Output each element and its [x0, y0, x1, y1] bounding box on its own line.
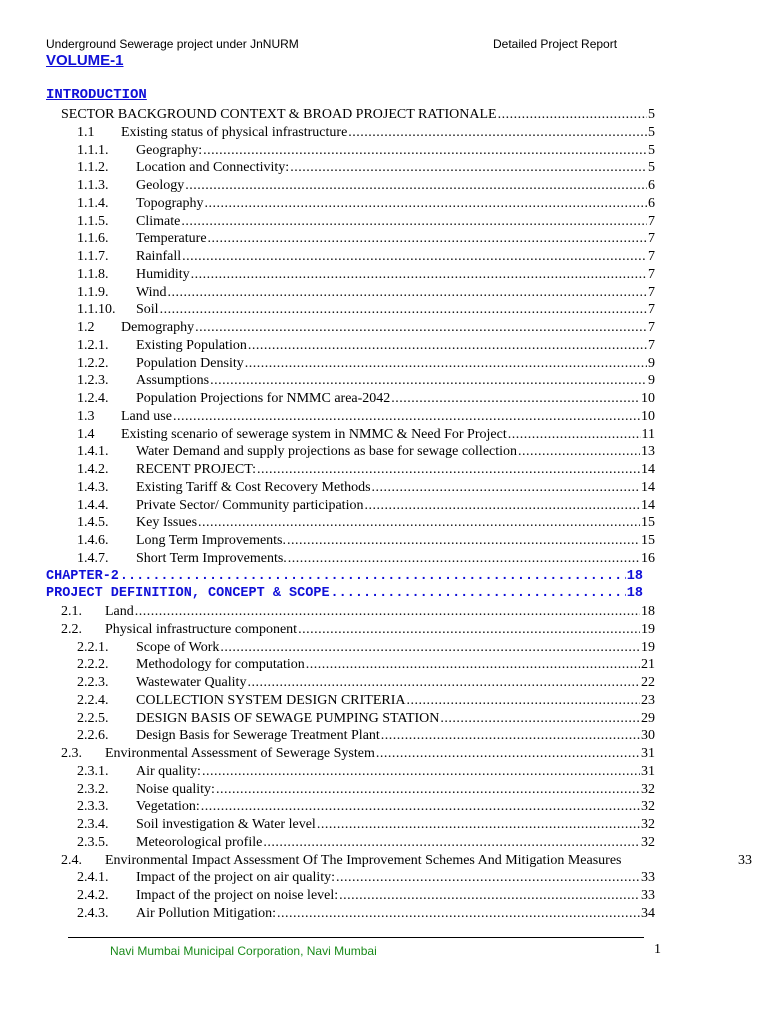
toc-entry[interactable]	[0, 550, 768, 568]
toc-entry[interactable]	[0, 710, 768, 728]
toc-entry-page: 7	[648, 266, 655, 282]
toc-entry-number: 1.1.7.	[77, 249, 109, 264]
toc-entry[interactable]	[0, 497, 768, 515]
toc-entry-page: 16	[641, 550, 655, 566]
toc-entry-page: 13	[641, 444, 655, 460]
toc-entry-page: 10	[641, 408, 655, 424]
toc-entry[interactable]	[0, 284, 768, 302]
toc-dot-leader	[257, 461, 640, 479]
toc-entry-title: CHAPTER-2	[46, 568, 119, 584]
toc-entry-number: 2.3.4.	[77, 817, 109, 832]
toc-entry[interactable]	[0, 905, 768, 923]
toc-entry[interactable]	[0, 568, 768, 586]
toc-entry-title: Wind	[136, 284, 167, 300]
toc-dot-leader	[182, 248, 647, 266]
toc-entry-number: 1.2.3.	[77, 373, 109, 389]
toc-entry-number: 1.2.1.	[77, 337, 109, 353]
toc-entry-title: Physical infrastructure component	[105, 621, 298, 637]
toc-entry-number: 2.4.1.	[77, 870, 109, 886]
header-project-title: Underground Sewerage project under JnNURM	[46, 37, 299, 51]
toc-entry-page: 6	[648, 195, 655, 211]
toc-entry-title: Meteorological profile	[136, 834, 263, 850]
toc-entry-page: 22	[641, 675, 655, 690]
toc-entry-page: 11	[641, 426, 655, 442]
toc-entry-number: 1.1.4.	[77, 195, 109, 211]
toc-entry-title: Temperature	[136, 231, 207, 247]
toc-entry[interactable]	[0, 177, 768, 195]
toc-entry-title: Geography:	[136, 142, 203, 158]
toc-entry-page: 21	[641, 657, 655, 673]
toc-entry[interactable]	[0, 124, 768, 142]
toc-dot-leader	[277, 905, 640, 923]
toc-entry-title: Existing scenario of sewerage system in NMMC & Need For Project	[121, 426, 507, 442]
introduction-link[interactable]: INTRODUCTION	[46, 87, 147, 103]
toc-entry-title: Short Term Improvements.	[136, 550, 287, 566]
toc-entry-number: 2.2.5.	[77, 710, 109, 726]
toc-dot-leader	[298, 621, 640, 639]
toc-entry[interactable]	[0, 106, 768, 124]
toc-dot-leader	[339, 887, 640, 905]
toc-entry-title: Wastewater Quality	[136, 675, 247, 690]
toc-entry-page: 15	[641, 515, 655, 531]
toc-dot-leader	[306, 656, 640, 674]
toc-dot-leader	[248, 337, 647, 355]
toc-dot-leader	[287, 532, 640, 550]
toc-dot-leader	[245, 355, 647, 373]
toc-entry[interactable]	[0, 656, 768, 674]
toc-entry-page: 18	[626, 586, 643, 602]
toc-entry-page: 23	[641, 692, 655, 708]
toc-entry-page: 5	[648, 124, 655, 140]
toc-entry-title: Design Basis for Sewerage Treatment Plant	[136, 728, 380, 744]
toc-entry-number: 1.4.4.	[77, 497, 109, 513]
toc-entry[interactable]	[0, 390, 768, 408]
toc-entry-page: 34	[641, 905, 655, 921]
toc-entry-number: 1.1.3.	[77, 178, 109, 193]
toc-dot-leader	[247, 674, 640, 692]
toc-entry-number: 2.4.3.	[77, 905, 109, 921]
toc-entry-number: 1.1.9.	[77, 284, 109, 300]
toc-dot-leader	[290, 159, 647, 177]
toc-entry-title: Demography	[121, 320, 195, 335]
toc-entry[interactable]	[0, 621, 768, 639]
toc-entry-number: 1.4.6.	[77, 533, 109, 548]
toc-entry-page: 7	[648, 284, 655, 300]
toc-entry-title: Long Term Improvements.	[136, 533, 287, 548]
toc-entry-number: 1.2	[77, 320, 95, 335]
toc-entry-title: RECENT PROJECT:	[136, 462, 257, 477]
toc-entry-number: 1.1.5.	[77, 213, 109, 229]
toc-entry-number: 1.4.7.	[77, 550, 109, 566]
toc-entry-number: 2.2.3.	[77, 675, 109, 690]
toc-entry[interactable]	[0, 355, 768, 373]
toc-entry-title: Environmental Impact Assessment Of The Improvement Schemes And Mitigation Measures	[105, 852, 622, 868]
toc-entry[interactable]	[0, 337, 768, 355]
toc-entry-title: COLLECTION SYSTEM DESIGN CRITERIA	[136, 692, 406, 708]
toc-entry[interactable]	[0, 266, 768, 284]
toc-entry-title: Land	[105, 604, 134, 619]
toc-dot-leader	[263, 834, 640, 852]
toc-entry-title: Private Sector/ Community participation	[136, 497, 364, 513]
toc-entry-page: 31	[641, 763, 655, 779]
toc-entry-number: 1.2.2.	[77, 355, 109, 371]
toc-entry[interactable]	[0, 301, 768, 319]
toc-entry[interactable]	[0, 639, 768, 657]
toc-dot-leader	[120, 568, 626, 586]
toc-entry-page: 5	[648, 160, 655, 176]
toc-entry[interactable]	[0, 195, 768, 213]
toc-entry[interactable]	[0, 816, 768, 834]
toc-entry-page: 10	[641, 391, 655, 406]
toc-entry-title: Soil	[136, 302, 159, 318]
toc-entry-title: Soil investigation & Water level	[136, 817, 316, 832]
toc-dot-leader	[203, 142, 647, 160]
page-number: 1	[654, 942, 661, 957]
toc-dot-leader	[202, 763, 640, 781]
toc-dot-leader	[508, 426, 641, 444]
volume-link[interactable]: VOLUME-1	[46, 52, 124, 69]
toc-entry-title: DESIGN BASIS OF SEWAGE PUMPING STATION	[136, 710, 440, 726]
toc-entry-page: 33	[738, 852, 752, 868]
toc-entry-title: Key Issues	[136, 515, 198, 531]
toc-dot-leader	[440, 710, 640, 728]
toc-entry-number: 2.2.4.	[77, 692, 109, 708]
toc-dot-leader	[391, 390, 640, 408]
toc-entry[interactable]	[0, 443, 768, 461]
toc-dot-leader	[336, 869, 640, 887]
toc-entry-page: 7	[648, 249, 655, 264]
toc-dot-leader	[372, 479, 640, 497]
toc-dot-leader	[208, 230, 647, 248]
toc-entry-number: 2.2.1.	[77, 639, 109, 655]
toc-entry[interactable]	[0, 763, 768, 781]
toc-entry-number: 1.4.2.	[77, 462, 109, 477]
toc-entry[interactable]	[0, 674, 768, 692]
toc-entry[interactable]	[0, 585, 768, 603]
toc-entry[interactable]	[0, 852, 768, 870]
toc-entry-title: Impact of the project on noise level:	[136, 888, 339, 903]
toc-entry[interactable]	[0, 248, 768, 266]
toc-entry[interactable]	[0, 426, 768, 444]
toc-entry-title: Impact of the project on air quality:	[136, 870, 336, 886]
toc-dot-leader	[407, 692, 641, 710]
toc-entry-title: Population Projections for NMMC area-2042	[136, 391, 391, 406]
toc-entry[interactable]	[0, 159, 768, 177]
toc-entry-number: 1.1	[77, 124, 95, 140]
toc-entry-title: Noise quality:	[136, 781, 215, 797]
toc-entry-page: 9	[648, 373, 655, 389]
toc-entry-page: 32	[641, 781, 655, 797]
header-report-type: Detailed Project Report	[493, 37, 618, 51]
toc-dot-leader	[518, 443, 640, 461]
toc-entry-title: Geology	[136, 178, 185, 193]
toc-entry-number: 1.4.3.	[77, 479, 109, 495]
toc-entry-title: Water Demand and supply projections as base for sewage collection	[136, 444, 518, 460]
toc-entry-page: 7	[648, 213, 655, 229]
footer-organization: Navi Mumbai Municipal Corporation, Navi Mumbai	[110, 944, 377, 958]
toc-entry-number: 1.3	[77, 408, 95, 424]
toc-entry-title: Existing Population	[136, 337, 247, 353]
toc-dot-leader	[288, 550, 640, 568]
toc-entry-number: 1.1.1.	[77, 142, 109, 158]
toc-dot-leader	[498, 106, 647, 124]
toc-entry-number: 2.3.5.	[77, 834, 109, 850]
toc-entry-number: 1.4.5.	[77, 515, 109, 531]
toc-entry-page: 14	[641, 497, 655, 513]
toc-entry[interactable]	[0, 727, 768, 745]
toc-entry-page: 19	[641, 639, 655, 655]
toc-entry[interactable]	[0, 781, 768, 799]
toc-entry-number: 1.4.1.	[77, 444, 109, 460]
toc-entry[interactable]	[0, 213, 768, 231]
toc-entry-page: 30	[641, 728, 655, 744]
toc-entry-number: 2.3.3.	[77, 799, 109, 815]
toc-entry-number: 2.1.	[61, 604, 82, 619]
toc-entry-number: 2.3.1.	[77, 763, 109, 779]
toc-entry[interactable]	[0, 461, 768, 479]
toc-entry-page: 18	[641, 604, 655, 619]
toc-dot-leader	[210, 372, 647, 390]
toc-entry-number: 2.3.	[61, 746, 82, 761]
toc-entry-title: Location and Connectivity:	[136, 160, 290, 176]
toc-entry-page: 7	[648, 320, 655, 335]
toc-entry-number: 1.2.4.	[77, 391, 109, 406]
toc-entry-title: Climate	[136, 213, 181, 229]
toc-dot-leader	[381, 727, 640, 745]
toc-entry-page: 19	[641, 621, 655, 637]
toc-entry-number: 2.2.	[61, 621, 82, 637]
toc-entry-title: Land use	[121, 408, 172, 424]
toc-dot-leader	[348, 124, 647, 142]
toc-entry[interactable]	[0, 479, 768, 497]
toc-entry-number: 2.2.2.	[77, 657, 109, 673]
toc-entry-page: 32	[641, 799, 655, 815]
toc-entry-title: Existing status of physical infrastructure	[121, 124, 348, 140]
toc-entry-page: 29	[641, 710, 655, 726]
toc-entry-title: Air quality:	[136, 763, 201, 779]
toc-entry[interactable]	[0, 798, 768, 816]
toc-entry-page: 31	[641, 746, 655, 761]
toc-entry[interactable]	[0, 230, 768, 248]
toc-entry-page: 14	[641, 462, 655, 477]
toc-entry-number: 1.1.2.	[77, 160, 109, 176]
toc-entry-title: Vegetation:	[136, 799, 200, 815]
toc-entry-title: PROJECT DEFINITION, CONCEPT & SCOPE	[46, 586, 330, 602]
table-of-contents	[0, 106, 768, 923]
toc-dot-leader	[364, 497, 640, 515]
toc-dot-leader	[160, 301, 647, 319]
toc-dot-leader	[198, 514, 640, 532]
toc-entry-page: 32	[641, 834, 655, 850]
toc-entry-page: 5	[648, 142, 655, 158]
toc-entry-page: 6	[648, 178, 655, 193]
toc-entry-number: 1.1.8.	[77, 266, 109, 282]
toc-dot-leader	[220, 639, 640, 657]
toc-dot-leader	[135, 603, 640, 621]
toc-entry-title: Humidity	[136, 266, 190, 282]
toc-entry-page: 7	[648, 302, 655, 318]
toc-entry-number: 1.1.10.	[77, 302, 116, 318]
toc-entry-page: 7	[648, 337, 655, 353]
toc-dot-leader	[317, 816, 640, 834]
toc-dot-leader	[181, 213, 647, 231]
toc-entry-title: Environmental Assessment of Sewerage System	[105, 746, 375, 761]
toc-entry-number: 2.2.6.	[77, 728, 109, 744]
footer-rule	[68, 937, 644, 938]
toc-entry[interactable]	[0, 408, 768, 426]
toc-entry-page: 9	[648, 355, 655, 371]
toc-entry[interactable]	[0, 142, 768, 160]
toc-entry-page: 15	[641, 533, 655, 548]
toc-entry-number: 2.3.2.	[77, 781, 109, 797]
toc-dot-leader	[331, 585, 626, 603]
toc-dot-leader	[173, 408, 640, 426]
toc-entry[interactable]	[0, 869, 768, 887]
toc-entry[interactable]	[0, 532, 768, 550]
toc-entry-page: 33	[641, 870, 655, 886]
toc-dot-leader	[201, 798, 640, 816]
toc-dot-leader	[195, 319, 647, 337]
toc-entry[interactable]	[0, 834, 768, 852]
toc-entry-title: Scope of Work	[136, 639, 220, 655]
toc-entry-page: 32	[641, 817, 655, 832]
toc-dot-leader	[216, 781, 640, 799]
toc-entry-number: 1.1.6.	[77, 231, 109, 247]
toc-entry[interactable]	[0, 887, 768, 905]
toc-entry-title: Rainfall	[136, 249, 182, 264]
toc-entry-page: 5	[648, 107, 655, 122]
toc-entry[interactable]	[0, 372, 768, 390]
toc-entry-page: 14	[641, 479, 655, 495]
toc-entry-number: 2.4.	[61, 852, 82, 868]
toc-dot-leader	[204, 195, 647, 213]
toc-entry-title: Methodology for computation	[136, 657, 305, 673]
toc-dot-leader	[191, 266, 647, 284]
toc-entry-page: 7	[648, 231, 655, 247]
toc-entry[interactable]	[0, 319, 768, 337]
toc-entry[interactable]	[0, 692, 768, 710]
toc-entry[interactable]	[0, 514, 768, 532]
toc-entry-title: Existing Tariff & Cost Recovery Methods	[136, 479, 371, 495]
toc-entry[interactable]	[0, 745, 768, 763]
toc-entry[interactable]	[0, 603, 768, 621]
toc-entry-number: 2.4.2.	[77, 888, 109, 903]
toc-dot-leader	[168, 284, 647, 302]
toc-entry-title: Topography	[136, 195, 204, 211]
toc-entry-title: Air Pollution Mitigation:	[136, 905, 277, 921]
toc-dot-leader	[376, 745, 640, 763]
toc-dot-leader	[185, 177, 647, 195]
toc-entry-page: 18	[626, 568, 643, 584]
toc-entry-title: Assumptions	[136, 373, 210, 389]
toc-entry-title: SECTOR BACKGROUND CONTEXT & BROAD PROJECT RATIONALE	[61, 107, 497, 122]
toc-entry-page: 33	[641, 888, 655, 903]
toc-entry-title: Population Density	[136, 355, 244, 371]
toc-entry-number: 1.4	[77, 426, 95, 442]
